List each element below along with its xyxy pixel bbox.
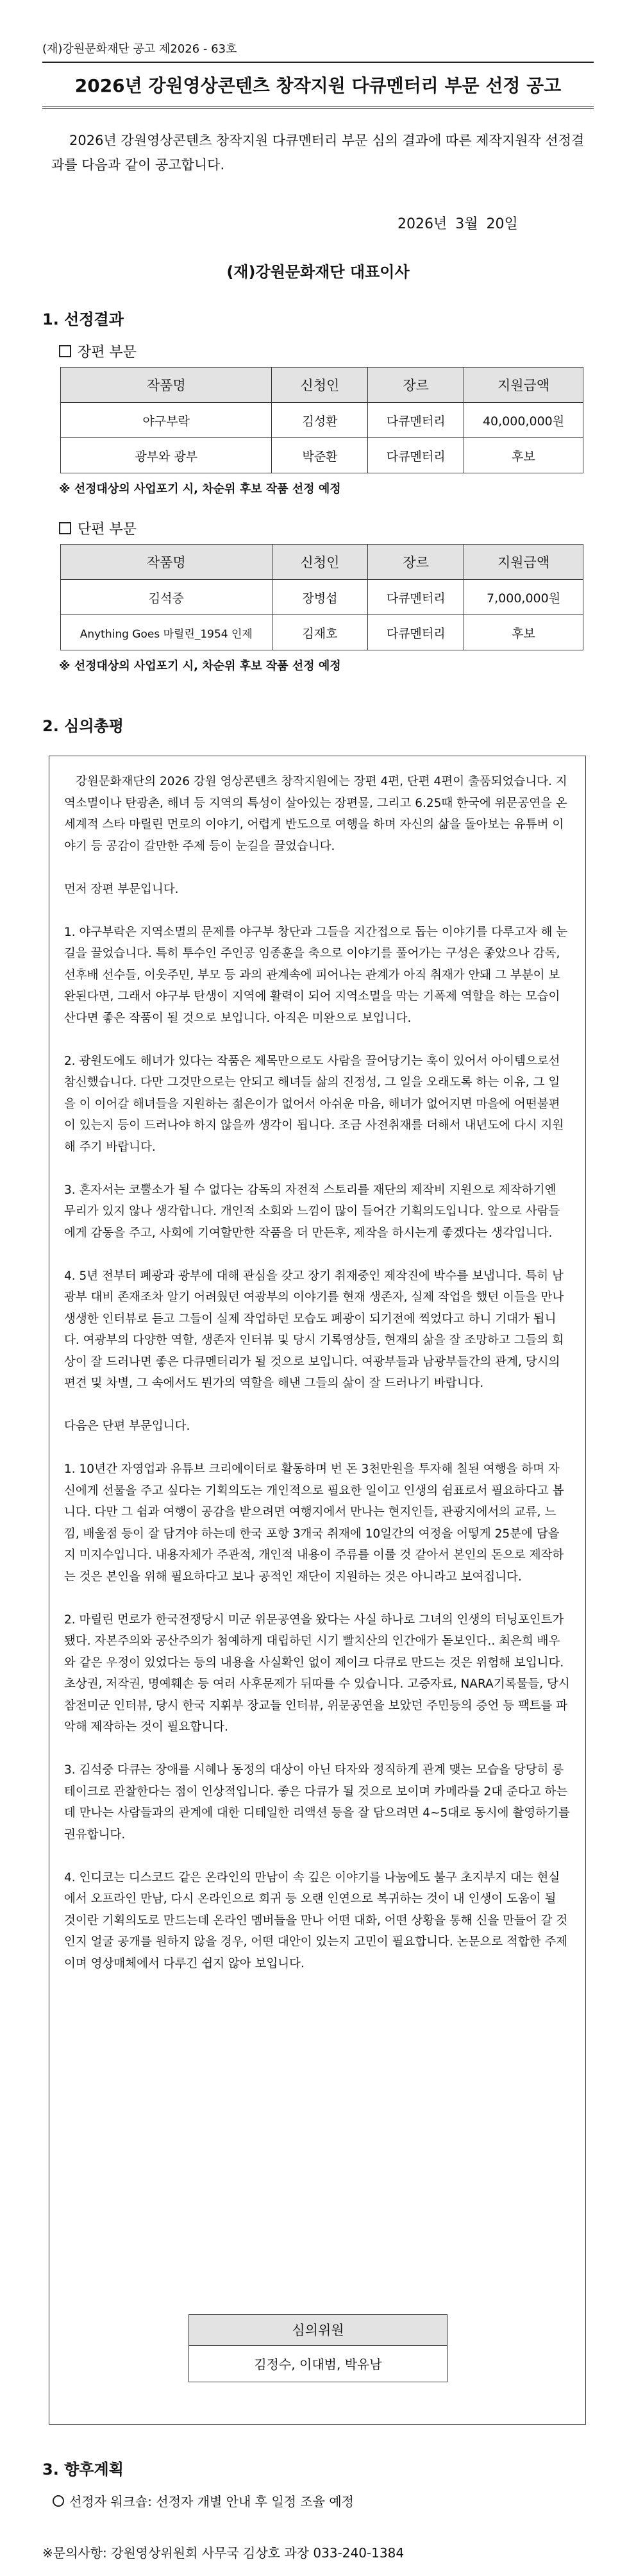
- short-note: ※ 선정대상의 사업포기 시, 차순위 후보 작품 선정 예정: [59, 659, 341, 673]
- review-paragraph: 3. 혼자서는 코뿔소가 될 수 없다는 감독의 자전적 스토리를 재단의 제작비 지원으로 제작하기엔 무리가 있지 않나 생각합니다. 개인적 소회와 느낌이 많이 들어간 기획의도입니다. 앞으로 사람들에게 감동을 주고, 사회에 기여할만한 작품을 더 만든후, 제작을 하시는게 좋겠다는 생각입니다.: [64, 1183, 560, 1240]
- review-paragraph: 먼저 장편 부문입니다.: [64, 882, 179, 896]
- review-paragraph: 다음은 단편 부문입니다.: [64, 1419, 190, 1433]
- table-row: [61, 615, 583, 650]
- page-title: 2026년 강원영상콘텐츠 창작지원 다큐멘터리 부문 선정 공고: [42, 72, 594, 109]
- applicant: 김재호: [272, 615, 368, 650]
- column-header: 신청인: [272, 545, 368, 580]
- applicant: 장병섭: [272, 580, 368, 615]
- contact-info: ※문의사항: 강원영상위원회 사무국 김상호 과장 033-240-1384: [42, 2545, 405, 2561]
- table-row: [61, 403, 583, 438]
- feature-note: ※ 선정대상의 사업포기 시, 차순위 후보 작품 선정 예정: [59, 482, 341, 496]
- table-row: [61, 580, 583, 615]
- circle-bullet-icon: [53, 2495, 64, 2507]
- genre: 다큐멘터리: [368, 403, 464, 438]
- column-header: 작품명: [61, 545, 272, 580]
- square-bullet-icon: [59, 522, 71, 534]
- announcement-date: 2026년 3월 20일: [398, 216, 518, 232]
- notice-number: (재)강원문화재단 공고 제2026 - 63호: [42, 40, 594, 63]
- review-paragraph: 강원문화재단의 2026 강원 영상콘텐츠 창작지원에는 장편 4편, 단편 4편이 출품되었습니다. 지역소멸이나 탄광촌, 해녀 등 지역의 특성이 살아있는 장편물, 그리고 6.25때 한국에 위문공연을 온 세계적 스타 마릴린 먼로의 이야기, 어렵게 반도으로 여행을 하며 자신의 삶을 돌아보는 유튜버 이야기 등 공감이 갈만한 주제 등이 눈길을 끌었습니다.: [64, 775, 567, 853]
- table-row: [61, 438, 583, 473]
- genre: 다큐멘터리: [368, 615, 464, 650]
- short-results-table: [60, 544, 583, 650]
- panel-heading: 심의위원: [188, 2314, 448, 2345]
- review-paragraph: 2. 마릴린 먼로가 한국전쟁당시 미군 위문공연을 왔다는 사실 하나로 그녀의 인생의 터닝포인트가 됐다. 자본주의와 공산주의가 첨예하게 대립하던 시기 빨치산의 인간애가 돋보인다.. 최은희 배우와 같은 우정이 있었다는 등의 내용을 사실확인 없이 제이크 다큐로 만드는 것은 위험해 보입니다. 초상권, 저작권, 명예훼손 등 여러 사후문제가 뒤따를 수 있습니다. 고증자료, NARA기록물들, 당시 참전미군 인터뷰, 당시 한국 지휘부 장교들 인터뷰, 위문공연을 보았던 주민등의 증언 등 팩트를 파악해 제작하는 것이 필요합니다.: [64, 1613, 570, 1734]
- genre: 다큐멘터리: [368, 580, 464, 615]
- review-paragraph: 4. 5년 전부터 폐광과 광부에 대해 관심을 갖고 장기 취재중인 제작진에 박수를 보냅니다. 특히 남광부 대비 존재조차 알기 어려웠던 여광부의 이야기를 현재 생존자, 실제 작업을 했던 이들을 만나 생생한 인터뷰로 듣고 그들이 실제 작업하던 모습도 폐광이 되기전에 찍었다고 하니 기대가 됩니다. 여광부의 다양한 역할, 생존자 인터뷰 및 당시 기록영상들, 현재의 삶을 잘 조망하고 그들의 회상이 잘 드러나면 좋은 다큐멘터리가 될 것으로 보입니다. 여광부들과 남광부들간의 관계, 당시의 편견 및 차별, 그 속에서도 뭔가의 역할을 해낸 그들의 삶이 잘 드러나기 바랍니다.: [64, 1269, 564, 1390]
- subsection-label: 장편 부문: [78, 344, 137, 360]
- column-header: 장르: [368, 545, 464, 580]
- table-header-row: [61, 545, 583, 580]
- section-heading-review: 2. 심의총평: [42, 717, 124, 735]
- subsection-label: 단편 부문: [78, 521, 137, 538]
- section-heading-plan: 3. 향후계획: [42, 2461, 124, 2479]
- review-paragraph: 4. 인디코는 디스코드 같은 온라인의 만남이 속 깊은 이야기를 나눔에도 불구 초지부지 대는 현실에서 오프라인 만남, 다시 온라인으로 회귀 등 오랜 인연으로 복귀하는 것이 내 인생이 도움이 될 것이란 기획의도로 만드는데 온라인 멤버들을 만나 어떤 대화, 어떤 상황을 통해 신을 만들어 갈 것인지 얼굴 공개를 원하지 않을 경우, 어떤 대안이 있는지 고민이 필요합니다. 논문으로 적합한 주제이며 영상매체에서 다루긴 쉽지 않아 보입니다.: [64, 1870, 568, 1970]
- review-paragraph: 1. 10년간 자영업과 유튜브 크리에이터로 활동하며 번 돈 3천만원을 투자해 칠된 여행을 하며 자신에게 선물을 주고 싶다는 기획의도는 개인적으로 필요한 일이고 인생의 쉼표로서 필요하다고 봅니다. 다만 그 쉼과 여행이 공감을 받으려면 여행지에서 만나는 현지인들, 관광지에서의 교류, 느낌, 배울점 등이 잘 담겨야 하는데 한국 포항 3개국 취재에 10일간의 여정을 어떻게 25분에 담을지 미지수입니다. 내용자체가 주관적, 개인적 내용이 주류를 이룰 것 같아서 본인의 돈으로 제작하는 것은 본인을 위해 필요하다고 보나 공적인 재단이 지원하는 것은 아니라고 보여집니다.: [64, 1462, 564, 1584]
- feature-results-table: [60, 367, 583, 473]
- review-paragraph: 1. 야구부락은 지역소멸의 문제를 야구부 창단과 그들을 지간접으로 돕는 이야기를 다루고자 해 눈길을 끌었습니다. 특히 투수인 주인공 임종훈을 축으로 이야기를 풀어가는 구성은 좋았으나 감독, 선후배 선수들, 이웃주민, 부모 등 과의 관계속에 피어나는 관계가 아직 취재가 안돼 그 부분이 보완된다면, 그래서 야구부 탄생이 지역에 활력이 되어 지역소멸을 막는 기폭제 역할을 하는 모습이 산다면 좋은 작품이 될 것으로 보입니다. 아직은 미완으로 보입니다.: [64, 925, 568, 1025]
- column-header: 장르: [368, 368, 464, 403]
- work-title: 광부와 광부: [61, 438, 272, 473]
- support-amount: 후보: [464, 615, 583, 650]
- section-heading-results: 1. 선정결과: [42, 310, 124, 328]
- review-paragraph: 3. 김석중 다큐는 장애를 시혜나 동정의 대상이 아닌 타자와 정직하게 관계 맺는 모습을 당당히 롱테이크로 관찰한다는 점이 인상적입니다. 좋은 다큐가 될 것으로 보이며 카메라를 2대 준다고 하는데 만나는 사람들과의 관계에 대한 디테일한 리액션 등을 잘 담으려면 4~5대로 동시에 촬영하기를 권유합니다.: [64, 1763, 570, 1842]
- support-amount: 7,000,000원: [464, 580, 583, 615]
- subsection-short: [59, 518, 137, 538]
- organization-name: (재)강원문화재단 대표이사: [226, 263, 410, 281]
- genre: 다큐멘터리: [368, 438, 464, 473]
- work-title: 김석중: [61, 580, 272, 615]
- column-header: 작품명: [61, 368, 272, 403]
- column-header: 지원금액: [464, 545, 583, 580]
- review-text: [64, 771, 571, 1996]
- square-bullet-icon: [59, 345, 71, 357]
- intro-paragraph: 2026년 강원영상콘텐츠 창작지원 다큐멘터리 부문 심의 결과에 따른 제작지원작 선정결과를 다음과 같이 공고합니다.: [51, 133, 585, 173]
- review-paragraph: 2. 광원도에도 해녀가 있다는 작품은 제목만으로도 사람을 끌어당기는 훅이 있어서 아이템으로선 참신했습니다. 다만 그것만으로는 안되고 해녀들 삶의 진정성, 그 일을 오래도록 하는 이유, 그 일을 이 이어갈 해녀들을 지원하는 젊은이가 없어서 아쉬운 마음, 해녀가 없어지면 마을에 어떤불편이 있는지 등이 드러나야 하지 않을까 생각이 됩니다. 조금 사전취재를 더해서 내년도에 다시 지원해 주기 바랍니다.: [64, 1054, 564, 1154]
- column-header: 지원금액: [464, 368, 583, 403]
- table-header-row: [61, 368, 583, 403]
- subsection-feature: [59, 341, 137, 361]
- panel-members: 김정수, 이대범, 박유남: [188, 2345, 448, 2382]
- plan-item: [53, 2491, 354, 2510]
- column-header: 신청인: [272, 368, 368, 403]
- support-amount: 40,000,000원: [464, 403, 583, 438]
- work-title: 야구부락: [61, 403, 272, 438]
- plan-item-text: 선정자 워크숍: 선정자 개별 안내 후 일정 조율 예정: [69, 2494, 354, 2509]
- work-title: Anything Goes 마릴린_1954 인제: [61, 615, 272, 650]
- applicant: 김성환: [272, 403, 368, 438]
- applicant: 박준환: [272, 438, 368, 473]
- support-amount: 후보: [464, 438, 583, 473]
